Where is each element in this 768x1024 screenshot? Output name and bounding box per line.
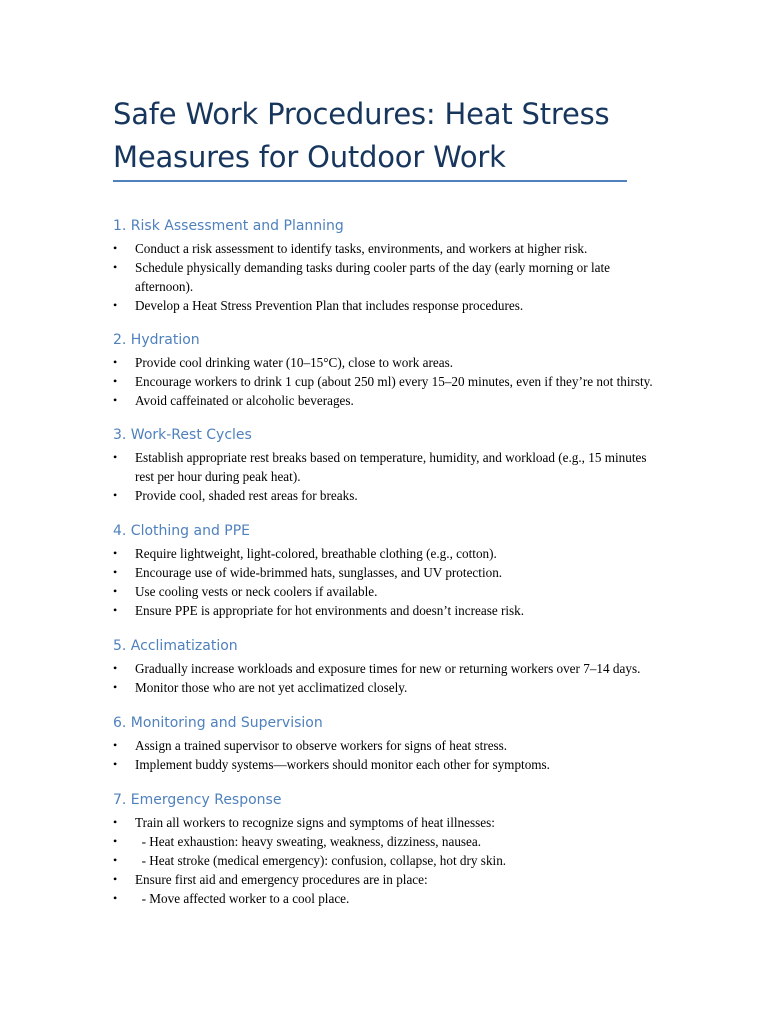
bullet-icon: •: [113, 393, 118, 407]
list-item: [113, 582, 653, 601]
section-2: [113, 328, 653, 410]
list-item: [113, 851, 653, 870]
list-item: [113, 544, 653, 563]
list-item: [113, 391, 653, 410]
bullet-icon: •: [113, 355, 118, 369]
section-heading: 4. Clothing and PPE: [113, 523, 251, 539]
list-item: [113, 678, 653, 697]
list-item: [113, 448, 653, 486]
list-item-text: Provide cool, shaded rest areas for breaks.: [135, 488, 358, 503]
section-7: [113, 788, 653, 908]
list-item: [113, 659, 653, 678]
list-item: [113, 239, 653, 258]
bullet-icon: •: [113, 738, 118, 752]
list-item: [113, 755, 653, 774]
bullet-icon: •: [113, 891, 118, 905]
bullet-icon: •: [113, 488, 118, 502]
bullet-icon: •: [113, 603, 118, 617]
bullet-icon: •: [113, 680, 118, 694]
list-item: [113, 353, 653, 372]
list-item-text: Ensure PPE is appropriate for hot environments and doesn’t increase risk.: [135, 603, 525, 618]
list-item: [113, 296, 653, 315]
list-item: [113, 889, 653, 908]
bullet-icon: •: [113, 661, 118, 675]
bullet-list: [113, 813, 653, 908]
bullet-list: [113, 353, 653, 410]
list-item: [113, 870, 653, 889]
bullet-icon: •: [113, 872, 118, 886]
list-item-text: - Heat stroke (medical emergency): confusion, collapse, hot dry skin.: [135, 853, 507, 868]
list-item: [113, 486, 653, 505]
list-item-text: Assign a trained supervisor to observe workers for signs of heat stress.: [135, 738, 508, 753]
section-5: [113, 634, 653, 697]
list-item: [113, 601, 653, 620]
bullet-list: [113, 659, 653, 697]
bullet-icon: •: [113, 260, 118, 274]
section-heading: 5. Acclimatization: [113, 638, 238, 654]
section-1: [113, 214, 653, 315]
section-4: [113, 519, 653, 620]
bullet-icon: •: [113, 584, 118, 598]
list-item: [113, 813, 653, 832]
list-item-text: Implement buddy systems—workers should monitor each other for symptoms.: [135, 757, 550, 772]
list-item-text: - Move affected worker to a cool place.: [135, 891, 350, 906]
list-item-text: Gradually increase workloads and exposure times for new or returning workers over 7–14 days.: [135, 661, 641, 676]
bullet-icon: •: [113, 815, 118, 829]
section-heading: 1. Risk Assessment and Planning: [113, 218, 344, 234]
list-item-text: Avoid caffeinated or alcoholic beverages.: [135, 393, 354, 408]
list-item-text: Conduct a risk assessment to identify tasks, environments, and workers at higher risk.: [135, 241, 588, 256]
list-item-text: Train all workers to recognize signs and symptoms of heat illnesses:: [135, 815, 495, 830]
bullet-list: [113, 239, 653, 315]
list-item: [113, 736, 653, 755]
document-body: [113, 200, 653, 908]
title-underline: [113, 180, 627, 182]
list-item: [113, 832, 653, 851]
list-item-text: Use cooling vests or neck coolers if available.: [135, 584, 378, 599]
list-item-text: Provide cool drinking water (10–15°C), close to work areas.: [135, 355, 454, 370]
list-item-text: Require lightweight, light-colored, breathable clothing (e.g., cotton).: [135, 546, 497, 561]
bullet-icon: •: [113, 298, 118, 312]
section-heading: 6. Monitoring and Supervision: [113, 715, 323, 731]
bullet-icon: •: [113, 450, 118, 464]
document-title: Safe Work Procedures: Heat Stress Measures for Outdoor Work: [113, 97, 610, 174]
section-6: [113, 711, 653, 774]
list-item: [113, 563, 653, 582]
list-item: [113, 258, 653, 296]
section-3: [113, 423, 653, 505]
list-item-text: Encourage workers to drink 1 cup (about 250 ml) every 15–20 minutes, even if they’re not thirsty.: [135, 374, 653, 389]
section-heading: 3. Work-Rest Cycles: [113, 427, 252, 443]
bullet-icon: •: [113, 374, 118, 388]
list-item-text: Schedule physically demanding tasks during cooler parts of the day (early morning or late afternoon).: [135, 260, 610, 294]
section-heading: 7. Emergency Response: [113, 792, 282, 808]
bullet-icon: •: [113, 834, 118, 848]
bullet-list: [113, 448, 653, 505]
list-item-text: Monitor those who are not yet acclimatized closely.: [135, 680, 408, 695]
list-item-text: Encourage use of wide-brimmed hats, sunglasses, and UV protection.: [135, 565, 503, 580]
bullet-icon: •: [113, 853, 118, 867]
list-item-text: Ensure first aid and emergency procedures are in place:: [135, 872, 428, 887]
list-item: [113, 372, 653, 391]
bullet-icon: •: [113, 565, 118, 579]
bullet-list: [113, 736, 653, 774]
bullet-icon: •: [113, 546, 118, 560]
section-heading: 2. Hydration: [113, 332, 200, 348]
list-item-text: Establish appropriate rest breaks based on temperature, humidity, and workload (e.g., 15 minutes rest per hour during peak heat).: [135, 450, 647, 484]
bullet-list: [113, 544, 653, 620]
list-item-text: Develop a Heat Stress Prevention Plan that includes response procedures.: [135, 298, 524, 313]
list-item-text: - Heat exhaustion: heavy sweating, weakness, dizziness, nausea.: [135, 834, 482, 849]
bullet-icon: •: [113, 757, 118, 771]
bullet-icon: •: [113, 241, 118, 255]
